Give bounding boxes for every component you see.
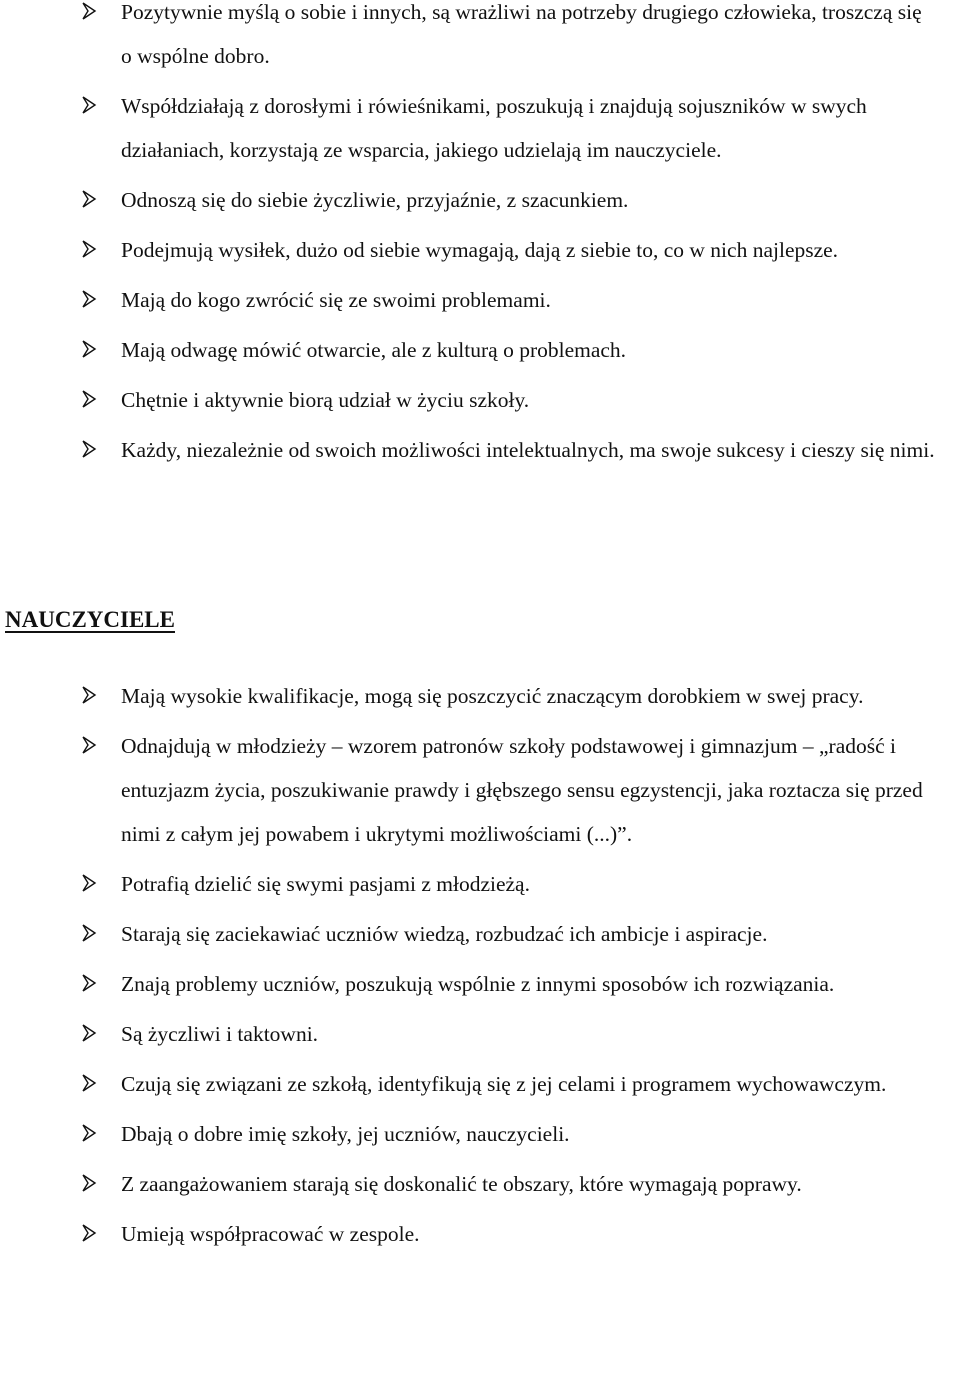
list-item-text: Mają do kogo zwrócić się ze swoimi problemami. xyxy=(121,288,551,312)
list-item-text: Starają się zaciekawiać uczniów wiedzą, rozbudzać ich ambicje i aspiracje. xyxy=(121,922,768,946)
arrowhead-bullet-icon xyxy=(80,873,98,893)
list-item xyxy=(0,1112,960,1156)
students-list xyxy=(0,0,960,472)
list-item-text: Mają odwagę mówić otwarcie, ale z kulturą o problemach. xyxy=(121,338,627,362)
arrowhead-bullet-icon xyxy=(80,95,98,115)
list-item xyxy=(0,724,960,856)
list-item xyxy=(0,84,960,172)
list-item-text: Odnoszą się do siebie życzliwie, przyjaźnie, z szacunkiem. xyxy=(121,188,629,212)
list-item-text: Podejmują wysiłek, dużo od siebie wymagają, dają z siebie to, co w nich najlepsze. xyxy=(121,238,839,262)
list-item xyxy=(0,178,960,222)
list-item-text: Chętnie i aktywnie biorą udział w życiu szkoły. xyxy=(121,388,530,412)
arrowhead-bullet-icon xyxy=(80,1123,98,1143)
arrowhead-bullet-icon xyxy=(80,239,98,259)
arrowhead-bullet-icon xyxy=(80,1,98,21)
list-item-text: Z zaangażowaniem starają się doskonalić te obszary, które wymagają poprawy. xyxy=(121,1172,802,1196)
list-item xyxy=(0,1162,960,1206)
list-item-text: Są życzliwi i taktowni. xyxy=(121,1022,319,1046)
list-item xyxy=(0,228,960,272)
list-item xyxy=(0,962,960,1006)
list-item xyxy=(0,1062,960,1106)
teachers-list xyxy=(0,674,960,1256)
list-item xyxy=(0,1212,960,1256)
list-item-text: Umieją współpracować w zespole. xyxy=(121,1222,420,1246)
arrowhead-bullet-icon xyxy=(80,923,98,943)
arrowhead-bullet-icon xyxy=(80,189,98,209)
list-item-text: Dbają o dobre imię szkoły, jej uczniów, nauczycieli. xyxy=(121,1122,570,1146)
list-item xyxy=(0,862,960,906)
list-item xyxy=(0,378,960,422)
list-item-text: Odnajdują w młodzieży – wzorem patronów szkoły podstawowej i gimnazjum – „radość i entuzjazm życia, poszukiwanie prawdy i głębszego sensu egzystencji, jaka roztacza się przed nimi z całym jej powabem i ukrytymi możliwościami (...)”. xyxy=(121,734,923,846)
arrowhead-bullet-icon xyxy=(80,685,98,705)
list-item-text: Potrafią dzielić się swymi pasjami z młodzieżą. xyxy=(121,872,530,896)
list-item-text: Pozytywnie myślą o sobie i innych, są wrażliwi na potrzeby drugiego człowieka, troszczą się o wspólne dobro. xyxy=(121,0,922,68)
list-item-text: Współdziałają z dorosłymi i rówieśnikami, poszukują i znajdują sojuszników w swych działaniach, korzystają ze wsparcia, jakiego udzielają im nauczyciele. xyxy=(121,94,867,162)
list-item-text: Czują się związani ze szkołą, identyfikują się z jej celami i programem wychowawczym. xyxy=(121,1072,887,1096)
list-item xyxy=(0,0,960,78)
arrowhead-bullet-icon xyxy=(80,289,98,309)
arrowhead-bullet-icon xyxy=(80,1023,98,1043)
arrowhead-bullet-icon xyxy=(80,339,98,359)
arrowhead-bullet-icon xyxy=(80,439,98,459)
arrowhead-bullet-icon xyxy=(80,389,98,409)
list-item xyxy=(0,428,960,472)
arrowhead-bullet-icon xyxy=(80,1223,98,1243)
list-item xyxy=(0,674,960,718)
list-item xyxy=(0,278,960,322)
list-item xyxy=(0,328,960,372)
arrowhead-bullet-icon xyxy=(80,735,98,755)
arrowhead-bullet-icon xyxy=(80,1073,98,1093)
arrowhead-bullet-icon xyxy=(80,973,98,993)
list-item xyxy=(0,912,960,956)
list-item-text: Każdy, niezależnie od swoich możliwości intelektualnych, ma swoje sukcesy i cieszy się nimi. xyxy=(121,438,935,462)
list-item xyxy=(0,1012,960,1056)
list-item-text: Mają wysokie kwalifikacje, mogą się poszczycić znaczącym dorobkiem w swej pracy. xyxy=(121,684,864,708)
arrowhead-bullet-icon xyxy=(80,1173,98,1193)
list-item-text: Znają problemy uczniów, poszukują wspólnie z innymi sposobów ich rozwiązania. xyxy=(121,972,835,996)
section-heading-teachers: NAUCZYCIELE xyxy=(5,607,175,632)
